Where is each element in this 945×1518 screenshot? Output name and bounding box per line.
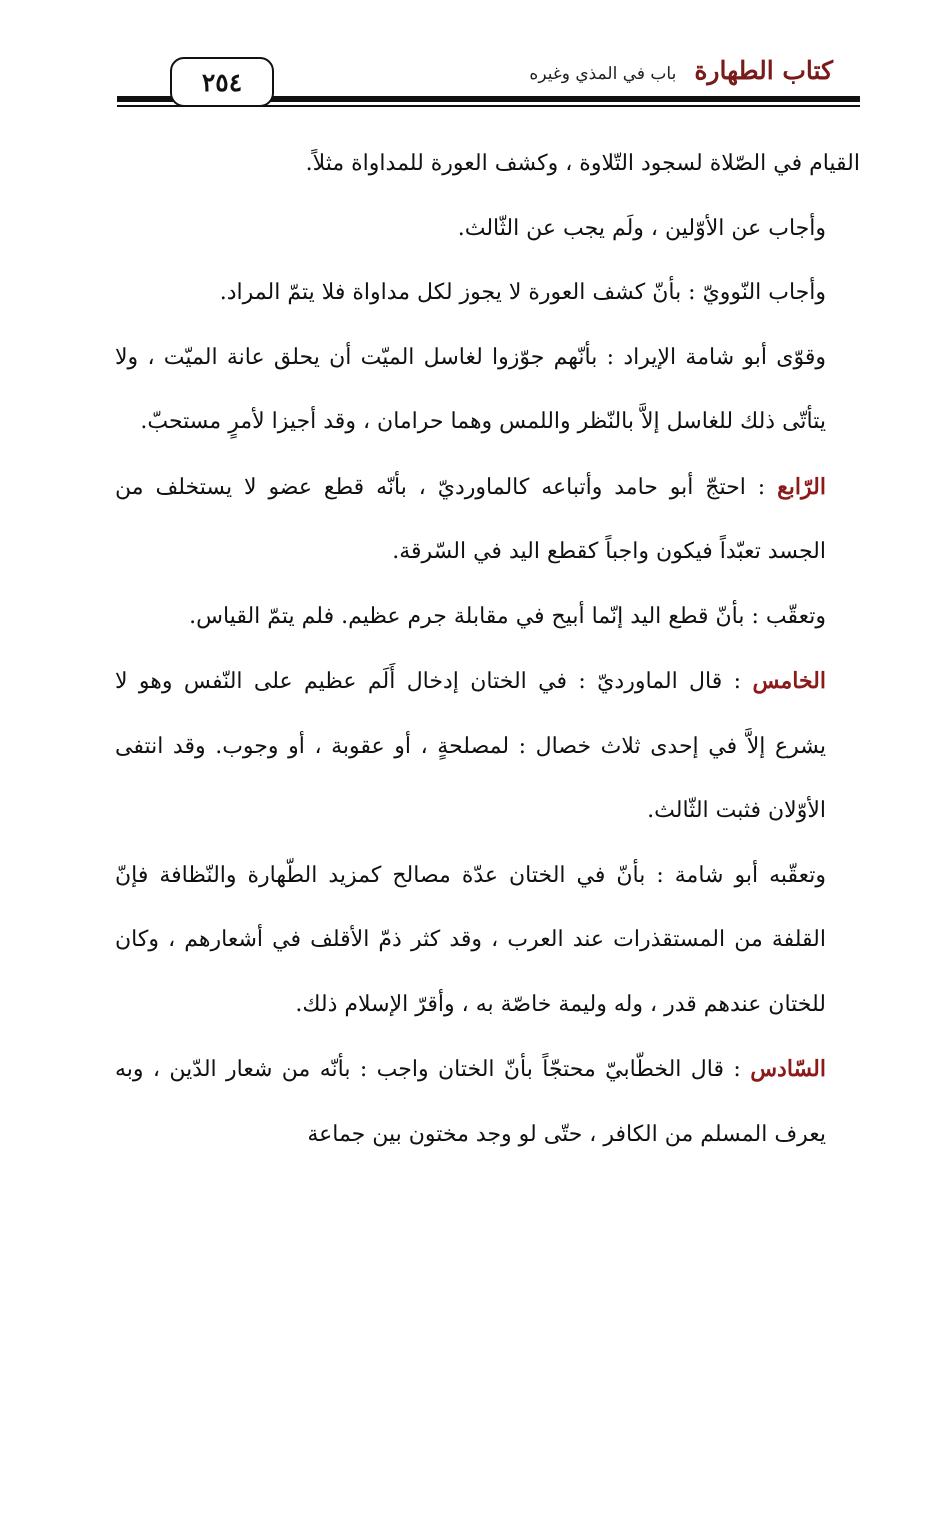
paragraph-text: وتعقّبه أبو شامة : بأنّ في الختان عدّة مصالح كمزيد الطّهارة والنّظافة فإنّ القلفة من المستقذرات عند العرب ، وقد كثر ذمّ الأقلف في أشعارهم ، وكان للختان عندهم قدر ، وله وليمة خاصّة به ، وأقرّ الإسلام ذلك.	[115, 862, 826, 1017]
section-term: الرّابع	[777, 473, 826, 500]
page-number: ٢٥٤	[170, 57, 274, 107]
paragraph-text: وأجاب عن الأوّلين ، ولَم يجب عن الثّالث.	[457, 215, 826, 241]
paragraph	[115, 649, 860, 844]
paragraph	[115, 585, 860, 650]
paragraph-text: وتعقّب : بأنّ قطع اليد إنّما أبيح في مقابلة جرم عظيم. فلم يتمّ القياس.	[189, 603, 826, 629]
book-title: كتاب الطهارة	[694, 56, 833, 85]
paragraph	[115, 844, 860, 1038]
paragraph-text: : احتجّ أبو حامد وأتباعه كالماورديّ ، بأنّه قطع عضو لا يستخلف من الجسد تعبّداً فيكون واجباً كقطع اليد في السّرقة.	[115, 474, 826, 564]
paragraph-text: وقوّى أبو شامة الإيراد : بأنّهم جوّزوا لغاسل الميّت أن يحلق عانة الميّت ، ولا يتأتّى ذلك للغاسل إلاَّ بالنّظر واللمس وهما حرامان ، وقد أجيزا لأمرٍ مستحبّ.	[115, 344, 826, 434]
paragraph-text: : قال الخطّابيّ محتجّاً بأنّ الختان واجب : بأنّه من شعار الدّين ، وبه يعرف المسلم من الكافر ، حتّى لو وجد مختون بين جماعة	[115, 1057, 826, 1147]
paragraph-text: القيام في الصّلاة لسجود التّلاوة ، وكشف العورة للمداواة مثلاً.	[305, 151, 860, 176]
paragraph	[115, 132, 860, 197]
paragraph	[115, 455, 860, 585]
section-term: الخامس	[752, 668, 826, 694]
running-header	[529, 56, 833, 85]
paragraph	[115, 261, 860, 326]
paragraph	[115, 326, 860, 455]
paragraph-text: وأجاب النّوويّ : بأنّ كشف العورة لا يجوز لكل مداواة فلا يتمّ المراد.	[219, 280, 826, 305]
paragraph	[115, 197, 860, 262]
body-text	[115, 132, 860, 1167]
paragraph	[115, 1037, 860, 1167]
paragraph-text: : قال الماورديّ : في الختان إدخال أَلَم عظيم على النّفس وهو لا يشرع إلاَّ في إحدى ثلاث خصال : لمصلحةٍ ، أو عقوبة ، أو وجوب. وقد انتفى الأوّلان فثبت الثّالث.	[115, 669, 826, 823]
chapter-title: باب في المذي وغيره	[529, 64, 677, 84]
section-term: السّادس	[750, 1056, 826, 1082]
